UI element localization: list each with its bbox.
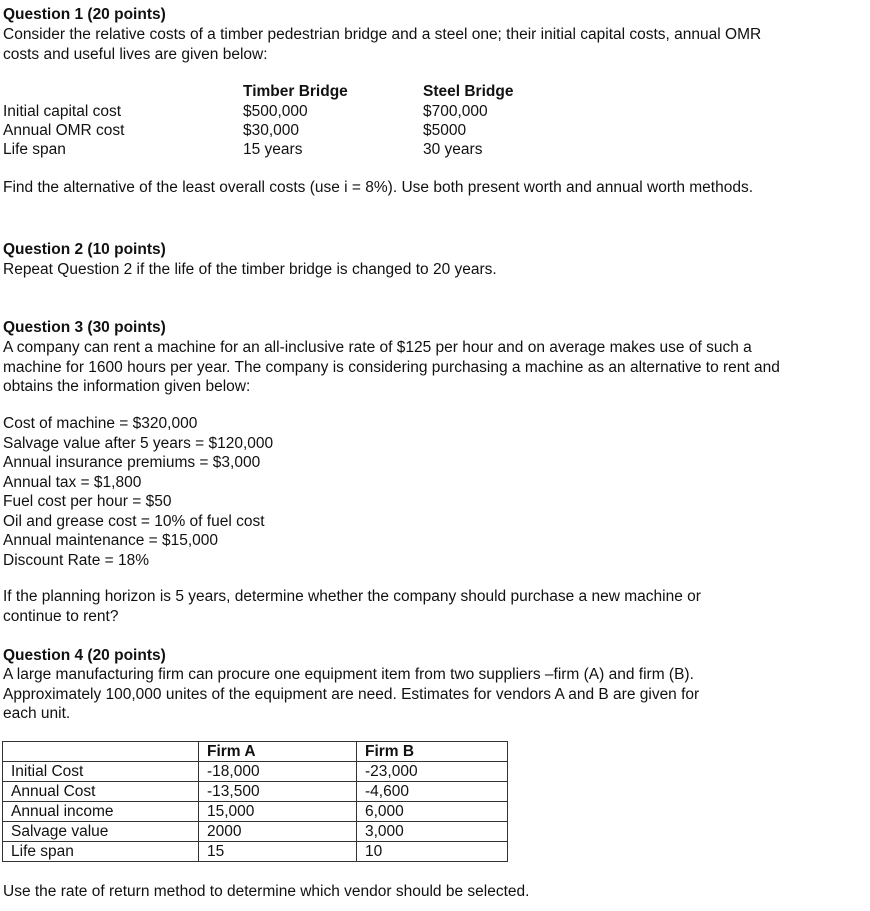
q3-task: [3, 587, 701, 626]
table-row: [3, 842, 508, 862]
q3-task-line: continue to rent?: [3, 607, 119, 625]
table-cell: 10: [357, 842, 508, 862]
q4-title: Question 4 (20 points): [3, 647, 166, 664]
q4-task: Use the rate of return method to determine which vendor should be selected.: [3, 883, 530, 900]
q1-intro: [3, 25, 761, 64]
table-row: [3, 782, 508, 802]
q3-given-item: Salvage value after 5 years = $120,000: [3, 434, 274, 452]
q1-row-timber-value: $30,000: [243, 122, 300, 139]
q1-row-steel-value: $5000: [423, 122, 467, 139]
q2-text: Repeat Question 2 if the life of the timber bridge is changed to 20 years.: [3, 261, 497, 278]
q1-title: Question 1 (20 points): [3, 6, 166, 23]
table-cell: 3,000: [357, 822, 508, 842]
q3-intro-line: A company can rent a machine for an all-inclusive rate of $125 per hour and on average makes use of such a: [3, 339, 752, 356]
q3-given-item: Cost of machine = $320,000: [3, 415, 198, 432]
q3-given-list: [3, 414, 273, 570]
q3-given-item: Annual insurance premiums = $3,000: [3, 454, 261, 471]
vendor-comparison-table: [2, 741, 508, 862]
q1-intro-line: costs and useful lives are given below:: [3, 45, 268, 63]
q3-given-item: Oil and grease cost = 10% of fuel cost: [3, 512, 265, 530]
q1-intro-line: Consider the relative costs of a timber pedestrian bridge and a steel one; their initial capital costs, annual OMR: [3, 26, 762, 43]
q4-intro: [3, 665, 699, 724]
q4-intro-line: A large manufacturing firm can procure one equipment item from two suppliers –firm (A) and firm (B).: [3, 666, 694, 683]
q1-row-timber-value: 15 years: [243, 141, 303, 158]
table-header-cell: Firm B: [357, 742, 508, 762]
table-cell: Initial Cost: [3, 762, 199, 782]
table-row: [3, 762, 508, 782]
q2-title: Question 2 (10 points): [3, 241, 166, 258]
table-cell: 15: [199, 842, 357, 862]
table-header-row: [3, 742, 508, 762]
q1-row-steel-value: $700,000: [423, 103, 488, 120]
table-cell: Life span: [3, 842, 199, 862]
q1-row-timber-value: $500,000: [243, 103, 308, 120]
table-row: [3, 822, 508, 842]
q3-intro: [3, 338, 780, 397]
table-cell: 2000: [199, 822, 357, 842]
table-cell: Annual income: [3, 802, 199, 822]
q3-intro-line: machine for 1600 hours per year. The company is considering purchasing a machine as an alternative to rent and: [3, 358, 780, 376]
q1-row-label: Life span: [3, 141, 66, 158]
table-cell: 15,000: [199, 802, 357, 822]
table-header-cell: Firm A: [199, 742, 357, 762]
q1-col-steel-header: Steel Bridge: [423, 83, 514, 100]
q1-row-steel-value: 30 years: [423, 141, 483, 158]
q4-intro-line: Approximately 100,000 unites of the equipment are need. Estimates for vendors A and B are given for: [3, 685, 700, 703]
q1-row-label: Annual OMR cost: [3, 122, 125, 139]
table-cell: 6,000: [357, 802, 508, 822]
q3-title: Question 3 (30 points): [3, 319, 166, 336]
q3-given-item: Fuel cost per hour = $50: [3, 493, 172, 510]
q4-intro-line: each unit.: [3, 705, 71, 722]
q1-col-timber-header: Timber Bridge: [243, 83, 348, 100]
table-cell: -4,600: [357, 782, 508, 802]
q3-given-item: Annual maintenance = $15,000: [3, 532, 219, 549]
table-cell: -18,000: [199, 762, 357, 782]
table-cell: -23,000: [357, 762, 508, 782]
table-cell: Annual Cost: [3, 782, 199, 802]
table-row: [3, 802, 508, 822]
q1-task: Find the alternative of the least overall costs (use i = 8%). Use both present worth and annual worth methods.: [3, 179, 754, 196]
q3-intro-line: obtains the information given below:: [3, 378, 251, 395]
table-cell: Salvage value: [3, 822, 199, 842]
q3-task-line: If the planning horizon is 5 years, determine whether the company should purchase a new machine or: [3, 588, 701, 605]
table-cell: -13,500: [199, 782, 357, 802]
q3-given-item: Discount Rate = 18%: [3, 551, 150, 569]
q1-row-label: Initial capital cost: [3, 103, 122, 120]
table-header-cell: [3, 742, 199, 762]
q3-given-item: Annual tax = $1,800: [3, 473, 142, 491]
